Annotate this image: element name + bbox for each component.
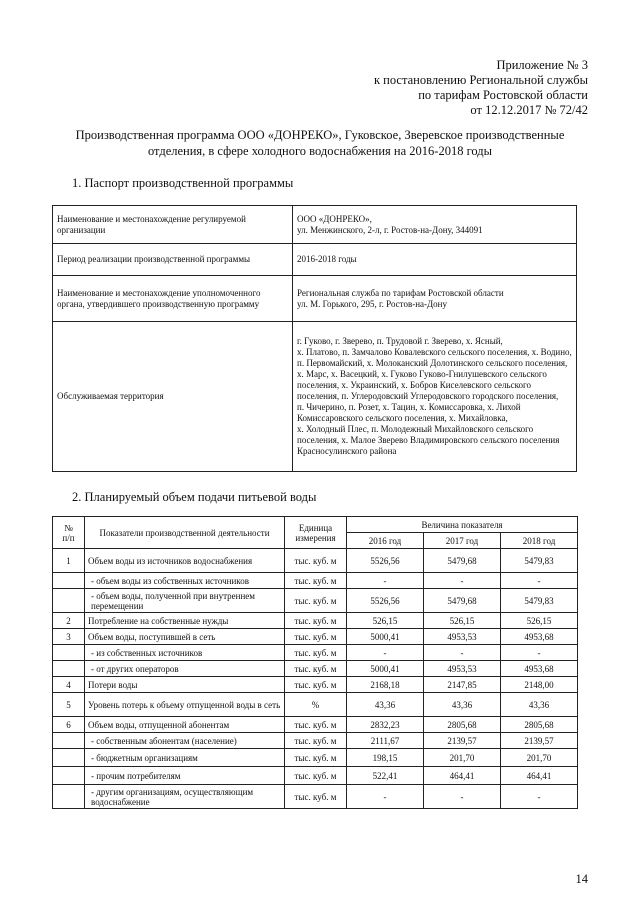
row-value-2016: 198,15 (347, 749, 424, 767)
header-indicator: Показатели производственной деятельности (85, 517, 285, 549)
table-row (53, 589, 578, 613)
table-row (53, 206, 577, 244)
row-value-2018: 4953,68 (501, 661, 578, 677)
row-value-2018: 526,15 (501, 613, 578, 629)
appendix-block (374, 58, 588, 118)
row-num: 2 (53, 613, 85, 629)
row-num: 3 (53, 629, 85, 645)
header-unit: Единица измерения (285, 517, 347, 549)
row-label: Потери воды (85, 677, 285, 693)
row-value-2017: 2805,68 (424, 717, 501, 733)
row-label: - объем воды из собственных источников (85, 573, 285, 589)
row-value-2016: 43,36 (347, 693, 424, 717)
row-unit: тыс. куб. м (285, 733, 347, 749)
page-number: 14 (575, 872, 588, 886)
row-unit: тыс. куб. м (285, 645, 347, 661)
row-label: - прочим потребителям (85, 767, 285, 785)
volume-table (52, 516, 578, 809)
row-value-2018: 2148,00 (501, 677, 578, 693)
row-label: - объем воды, полученной при внутреннем перемещении (85, 589, 285, 613)
row-value-2017: 526,15 (424, 613, 501, 629)
title-line: Производственная программа ООО «ДОНРЕКО», Гуковское, Зверевское производственные (75, 128, 565, 142)
row-num (53, 573, 85, 589)
row-num (53, 785, 85, 809)
table-row (53, 677, 578, 693)
header-year: 2018 год (501, 533, 578, 549)
row-unit: тыс. куб. м (285, 589, 347, 613)
row-value-2016: - (347, 785, 424, 809)
appendix-line: по тарифам Ростовской области (418, 88, 588, 102)
title-line: отделения, в сфере холодного водоснабжения на 2016-2018 годы (147, 144, 493, 158)
row-value-2017: 4953,53 (424, 629, 501, 645)
row-label: - другим организациям, осуществляющим водоснабжение (85, 785, 285, 809)
row-value-2016: - (347, 573, 424, 589)
row-value-2018: 43,36 (501, 693, 578, 717)
row-unit: тыс. куб. м (285, 629, 347, 645)
row-label: - собственным абонентам (население) (85, 733, 285, 749)
row-value-2016: 526,15 (347, 613, 424, 629)
row-label: Потребление на собственные нужды (85, 613, 285, 629)
table-row (53, 767, 578, 785)
table-row (53, 717, 578, 733)
row-value-2016: 5000,41 (347, 661, 424, 677)
document-title (40, 127, 600, 159)
row-label: Объем воды, поступившей в сеть (85, 629, 285, 645)
row-unit: % (285, 693, 347, 717)
passport-value: г. Гуково, г. Зверево, п. Трудовой г. Зверево, х. Ясный, х. Платово, п. Замчалово Ковалевского сельского поселения, х. Водино, п. Первомайский, х. Молоканский Долотинского сельского поселения, х. Марс, х. Васецкий, х. Гуково Гуково-Гнилушевского сельского поселения, х. Украинский, х. Бобров Киселевского сельского поселения, п. Углеродовский Углеродовского городского поселения, п. Чичерино, п. Розет, х. Тацин, х. Комиссаровка, х. Лихой Комиссаровского сельского поселения, х. Михайловка, х. Холодный Плес, п. Молодежный Михайловского сельского поселения, х. Малое Зверево Владимировского сельского поселения Красносулинского района (293, 322, 577, 472)
header-year: 2017 год (424, 533, 501, 549)
table-row (53, 322, 577, 472)
table-row (53, 693, 578, 717)
row-value-2017: 43,36 (424, 693, 501, 717)
table-row (53, 733, 578, 749)
row-value-2016: 5526,56 (347, 589, 424, 613)
passport-value: Региональная служба по тарифам Ростовской области ул. М. Горького, 295, г. Ростов-на-Дону (293, 276, 577, 322)
row-num (53, 767, 85, 785)
row-num: 5 (53, 693, 85, 717)
row-value-2017: 2139,57 (424, 733, 501, 749)
row-label: Объем воды из источников водоснабжения (85, 549, 285, 573)
row-value-2016: 2111,67 (347, 733, 424, 749)
row-num (53, 661, 85, 677)
row-value-2016: 522,41 (347, 767, 424, 785)
section-heading-volume: 2. Планируемый объем подачи питьевой воды (72, 490, 317, 504)
passport-table (52, 205, 577, 472)
row-value-2018: 464,41 (501, 767, 578, 785)
row-unit: тыс. куб. м (285, 749, 347, 767)
row-value-2017: 5479,68 (424, 549, 501, 573)
row-label: - из собственных источников (85, 645, 285, 661)
row-value-2018: - (501, 645, 578, 661)
appendix-line: от 12.12.2017 № 72/42 (470, 103, 588, 117)
row-num: 1 (53, 549, 85, 573)
row-value-2018: 2139,57 (501, 733, 578, 749)
row-value-2017: 5479,68 (424, 589, 501, 613)
table-row (53, 244, 577, 276)
table-row (53, 661, 578, 677)
row-value-2016: - (347, 645, 424, 661)
passport-label: Наименование и местонахождение уполномоченного органа, утвердившего производственную программу (53, 276, 293, 322)
row-value-2017: 201,70 (424, 749, 501, 767)
header-num: № п/п (53, 517, 85, 549)
passport-label: Обслуживаемая территория (53, 322, 293, 472)
row-value-2016: 2168,18 (347, 677, 424, 693)
header-value: Величина показателя (347, 517, 578, 533)
row-num (53, 749, 85, 767)
row-unit: тыс. куб. м (285, 573, 347, 589)
row-value-2018: 4953,68 (501, 629, 578, 645)
row-value-2016: 5000,41 (347, 629, 424, 645)
row-unit: тыс. куб. м (285, 613, 347, 629)
row-value-2017: - (424, 573, 501, 589)
row-value-2017: - (424, 785, 501, 809)
passport-value: ООО «ДОНРЕКО», ул. Менжинского, 2-л, г. Ростов-на-Дону, 344091 (293, 206, 577, 244)
appendix-line: к постановлению Региональной службы (373, 73, 588, 87)
passport-label: Период реализации производственной программы (53, 244, 293, 276)
row-num: 4 (53, 677, 85, 693)
row-value-2018: 2805,68 (501, 717, 578, 733)
row-label: - от других операторов (85, 661, 285, 677)
header-year: 2016 год (347, 533, 424, 549)
row-unit: тыс. куб. м (285, 677, 347, 693)
row-value-2017: - (424, 645, 501, 661)
table-row (53, 645, 578, 661)
row-unit: тыс. куб. м (285, 661, 347, 677)
passport-value: 2016-2018 годы (293, 244, 577, 276)
row-num: 6 (53, 717, 85, 733)
row-value-2018: 5479,83 (501, 549, 578, 573)
table-header-row (53, 517, 578, 533)
row-unit: тыс. куб. м (285, 785, 347, 809)
table-row (53, 573, 578, 589)
row-num (53, 645, 85, 661)
row-value-2016: 5526,56 (347, 549, 424, 573)
row-unit: тыс. куб. м (285, 549, 347, 573)
table-row (53, 785, 578, 809)
row-value-2017: 464,41 (424, 767, 501, 785)
section-heading-passport: 1. Паспорт производственной программы (72, 176, 294, 190)
row-value-2018: - (501, 573, 578, 589)
table-row (53, 629, 578, 645)
row-label: Уровень потерь к объему отпущенной воды в сеть (85, 693, 285, 717)
row-value-2017: 2147,85 (424, 677, 501, 693)
row-num (53, 733, 85, 749)
row-value-2018: 5479,83 (501, 589, 578, 613)
passport-label: Наименование и местонахождение регулируемой организации (53, 206, 293, 244)
row-label: Объем воды, отпущенной абонентам (85, 717, 285, 733)
row-unit: тыс. куб. м (285, 767, 347, 785)
row-label: - бюджетным организациям (85, 749, 285, 767)
row-num (53, 589, 85, 613)
row-value-2016: 2832,23 (347, 717, 424, 733)
row-value-2017: 4953,53 (424, 661, 501, 677)
appendix-line: Приложение № 3 (496, 58, 588, 72)
table-row (53, 749, 578, 767)
table-row (53, 549, 578, 573)
row-value-2018: - (501, 785, 578, 809)
row-unit: тыс. куб. м (285, 717, 347, 733)
table-row (53, 613, 578, 629)
row-value-2018: 201,70 (501, 749, 578, 767)
table-row (53, 276, 577, 322)
